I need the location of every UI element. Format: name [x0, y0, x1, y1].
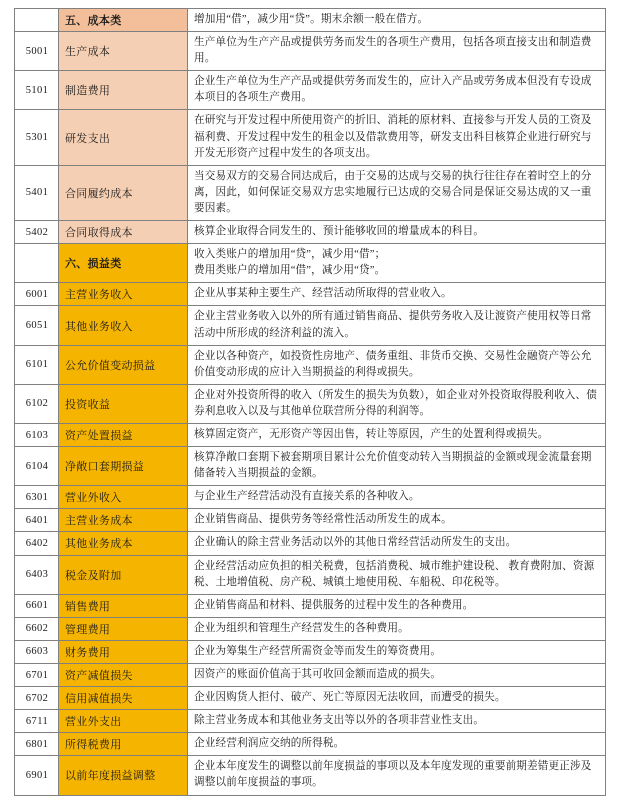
- section-header-row: [15, 244, 606, 283]
- subject-code-cell: 6701: [15, 664, 59, 687]
- subject-description-cell: [188, 110, 606, 165]
- table-row: [15, 687, 606, 710]
- table-row: [15, 640, 606, 663]
- table-row: [15, 32, 606, 71]
- subject-name-cell: 制造费用: [59, 71, 188, 110]
- description-line: 企业生产单位为生产产品或提供劳务而发生的，应计入产品或劳务成本但没有专设成本项目的各项生产费用。: [194, 76, 592, 104]
- subject-code-cell: 6103: [15, 423, 59, 446]
- subject-code-cell: [15, 9, 59, 32]
- description-line: 生产单位为生产产品或提供劳务而发生的各项生产费用，包括各项直接支出和制造费用。: [194, 37, 592, 65]
- subject-description-cell: [188, 532, 606, 555]
- description-line: 企业经营活动应负担的相关税费，包括消费税、城市维护建设税、 教育费附加、资源税、土地增值税、房产税、城镇土地使用税、车船税、印花税等。: [194, 560, 595, 588]
- description-line: 企业主营业务收入以外的所有通过销售商品、提供劳务收入及让渡资产使用权等日常活动中所形成的经济利益的流入。: [194, 311, 592, 339]
- subject-name-cell: 投资收益: [59, 384, 188, 423]
- subject-name-cell: 资产处置损益: [59, 423, 188, 446]
- subject-description-cell: [188, 221, 606, 244]
- subject-code-cell: 5402: [15, 221, 59, 244]
- table-row: [15, 306, 606, 345]
- subject-name-cell: 税金及附加: [59, 555, 188, 594]
- table-row: [15, 447, 606, 486]
- subject-code-cell: 5401: [15, 165, 59, 220]
- subject-description-cell: [188, 345, 606, 384]
- subject-name-cell: 公允价值变动损益: [59, 345, 188, 384]
- description-line: 因资产的账面价值高于其可收回金额而造成的损失。: [194, 669, 442, 680]
- subject-description-cell: [188, 447, 606, 486]
- subject-name-cell: 信用减值损失: [59, 687, 188, 710]
- table-row: [15, 594, 606, 617]
- table-row: [15, 509, 606, 532]
- subject-description-cell: [188, 509, 606, 532]
- subject-description-cell: [188, 165, 606, 220]
- description-line: 当交易双方的交易合同达成后，由于交易的达成与交易的执行往往存在着时空上的分离，因此，如何保证交易双方忠实地履行已达成的交易合同是保证交易达成的又一重要因素。: [194, 170, 592, 214]
- subject-name-cell: 合同取得成本: [59, 221, 188, 244]
- table-row: [15, 555, 606, 594]
- subject-name-cell: 净敞口套期损益: [59, 447, 188, 486]
- description-line: 企业经营利润应交纳的所得税。: [194, 738, 345, 750]
- subject-code-cell: 6801: [15, 733, 59, 756]
- subject-description-cell: [188, 71, 606, 110]
- subject-code-cell: 6603: [15, 640, 59, 663]
- subject-name-cell: 其他业务成本: [59, 532, 188, 555]
- subject-description-cell: [188, 687, 606, 710]
- description-line: 费用类账户的增加用“借”，减少用“贷”。: [194, 265, 386, 277]
- table-row: [15, 110, 606, 165]
- subject-code-cell: 6001: [15, 283, 59, 306]
- subject-code-cell: 6901: [15, 756, 59, 795]
- section-title-cell: 六、损益类: [59, 244, 188, 283]
- table-row: [15, 165, 606, 220]
- subject-code-cell: 6102: [15, 384, 59, 423]
- subject-description-cell: [188, 423, 606, 446]
- subject-description-cell: [188, 640, 606, 663]
- subject-description-cell: [188, 244, 606, 283]
- subject-name-cell: 资产减值损失: [59, 664, 188, 687]
- description-line: 核算固定资产，无形资产等因出售，转让等原因，产生的处置利得或损失。: [194, 428, 549, 440]
- description-line: 核算企业取得合同发生的、预计能够收回的增量成本的科目。: [194, 226, 485, 238]
- subject-description-cell: [188, 594, 606, 617]
- subject-code-cell: 6602: [15, 617, 59, 640]
- subject-code-cell: 5001: [15, 32, 59, 71]
- table-row: [15, 384, 606, 423]
- description-line: 企业销售商品和材料、提供服务的过程中发生的各种费用。: [194, 599, 474, 611]
- subject-name-cell: 财务费用: [59, 640, 188, 663]
- subject-name-cell: 管理费用: [59, 617, 188, 640]
- subject-description-cell: [188, 306, 606, 345]
- table-row: [15, 664, 606, 687]
- table-row: [15, 486, 606, 509]
- subject-name-cell: 其他业务收入: [59, 306, 188, 345]
- subject-description-cell: [188, 283, 606, 306]
- description-line: 企业本年度发生的调整以前年度损益的事项以及本年度发现的重要前期差错更正涉及调整以前年度损益的事项。: [194, 761, 592, 789]
- subject-name-cell: 生产成本: [59, 32, 188, 71]
- description-line: 企业确认的除主营业务活动以外的其他日常经营活动所发生的支出。: [194, 537, 517, 549]
- table-row: [15, 756, 606, 795]
- subject-code-cell: 6401: [15, 509, 59, 532]
- subject-description-cell: [188, 664, 606, 687]
- subject-code-cell: 6403: [15, 555, 59, 594]
- subject-description-cell: [188, 32, 606, 71]
- description-line: 收入类账户的增加用“贷”，减少用“借”；: [194, 249, 386, 261]
- subject-description-cell: [188, 384, 606, 423]
- subject-description-cell: [188, 617, 606, 640]
- subject-name-cell: 研发支出: [59, 110, 188, 165]
- subject-name-cell: 主营业务收入: [59, 283, 188, 306]
- subject-code-cell: 6101: [15, 345, 59, 384]
- description-line: 核算净敞口套期下被套期项目累计公允价值变动转入当期损益的金额或现金流量套期储备转入当期损益的金额。: [194, 452, 592, 480]
- table-row: [15, 617, 606, 640]
- table-row: [15, 733, 606, 756]
- subject-description-cell: [188, 486, 606, 509]
- table-row: [15, 423, 606, 446]
- subject-name-cell: 营业外收入: [59, 486, 188, 509]
- subject-name-cell: 所得税费用: [59, 733, 188, 756]
- table-row: [15, 710, 606, 733]
- section-header-row: [15, 9, 606, 32]
- subject-code-cell: [15, 244, 59, 283]
- table-row: [15, 71, 606, 110]
- table-row: [15, 283, 606, 306]
- table-body: [15, 9, 606, 796]
- subject-name-cell: 营业外支出: [59, 710, 188, 733]
- subject-code-cell: 6104: [15, 447, 59, 486]
- subject-description-cell: [188, 756, 606, 795]
- subject-description-cell: [188, 555, 606, 594]
- description-line: 企业为筹集生产经营所需资金等而发生的筹资费用。: [194, 645, 442, 657]
- subject-description-cell: [188, 710, 606, 733]
- subject-description-cell: [188, 733, 606, 756]
- table-row: [15, 221, 606, 244]
- description-line: 企业销售商品、提供劳务等经常性活动所发生的成本。: [194, 514, 452, 526]
- subject-code-cell: 5301: [15, 110, 59, 165]
- description-line: 增加用“借”，减少用“贷”。期末余额一般在借方。: [194, 14, 429, 25]
- subject-code-cell: 6711: [15, 710, 59, 733]
- description-line: 企业因购货人拒付、破产、死亡等原因无法收回，而遭受的损失。: [194, 692, 506, 704]
- subject-description-cell: [188, 9, 606, 32]
- subject-name-cell: 以前年度损益调整: [59, 756, 188, 795]
- table-row: [15, 532, 606, 555]
- description-line: 除主营业务成本和其他业务支出等以外的各项非营业性支出。: [194, 715, 485, 727]
- section-title-cell: 五、成本类: [59, 9, 188, 32]
- subject-name-cell: 主营业务成本: [59, 509, 188, 532]
- description-line: 在研究与开发过程中所使用资产的折旧、消耗的原材料、直接参与开发人员的工资及福利费、开发过程中发生的租金以及借款费用等，研发支出科目核算企业进行研究与开发无形资产过程中发生的各项支出。: [194, 115, 592, 159]
- description-line: 企业对外投资所得的收入（所发生的损失为负数），如企业对外投资取得股利收入、债券利息收入以及与其他单位联营所分得的利润等。: [194, 389, 597, 417]
- subject-code-cell: 6301: [15, 486, 59, 509]
- description-line: 与企业生产经营活动没有直接关系的各种收入。: [194, 491, 420, 503]
- accounting-subjects-table: [14, 8, 606, 796]
- subject-name-cell: 销售费用: [59, 594, 188, 617]
- description-line: 企业以各种资产，如投资性房地产、债务重组、非货币交换、交易性金融资产等公允价值变动形成的应计入当期损益的利得或损失。: [194, 350, 592, 378]
- description-line: 企业为组织和管理生产经营发生的各种费用。: [194, 622, 409, 634]
- subject-code-cell: 6702: [15, 687, 59, 710]
- description-line: 企业从事某种主要生产、经营活动所取得的营业收入。: [194, 288, 452, 300]
- subject-name-cell: 合同履约成本: [59, 165, 188, 220]
- subject-code-cell: 6601: [15, 594, 59, 617]
- subject-code-cell: 6402: [15, 532, 59, 555]
- subject-code-cell: 6051: [15, 306, 59, 345]
- subject-code-cell: 5101: [15, 71, 59, 110]
- table-row: [15, 345, 606, 384]
